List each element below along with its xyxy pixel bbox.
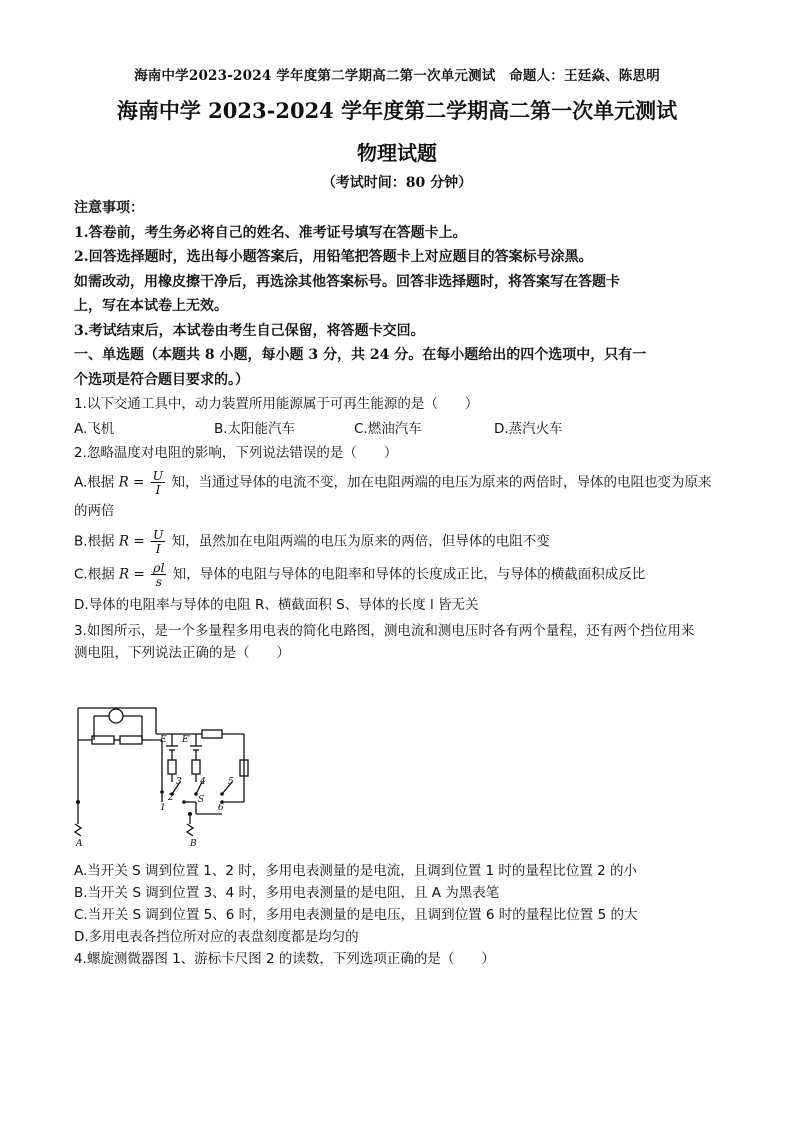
question-3-option-c: C.当开关 S 调到位置 5、6 时，多用电表测量的是电压，且调到位置 6 时的量程比位置 5 的大 xyxy=(74,907,638,923)
question-1-options xyxy=(74,417,730,441)
question-4-stem: 4.螺旋测微器图 1、游标卡尺图 2 的读数，下列选项正确的是（ ） xyxy=(74,951,495,967)
label-3: 3 xyxy=(176,777,182,787)
label-b: B xyxy=(190,839,197,849)
question-3-stem-1: 3.如图所示，是一个多量程多用电表的简化电路图，测电流和测电压时各有两个量程，还有两个挡位用来 xyxy=(74,623,695,639)
label-4: 4 xyxy=(200,777,206,787)
multimeter-circuit-diagram xyxy=(72,702,262,852)
notice-item: 2.回答选择题时，选出每小题答案后，用铅笔把答题卡上对应题目的答案标号涂黑。 xyxy=(74,249,593,265)
question-2-stem: 2.忽略温度对电阻的影响，下列说法错误的是（ ） xyxy=(74,444,398,461)
formula-r: R = xyxy=(118,474,145,491)
section-heading: 一、单选题（本题共 8 小题，每小题 3 分，共 24 分。在每小题给出的四个选项中，只有一 xyxy=(74,347,647,363)
fraction-u-over-i: $\frac{U}{I}$ xyxy=(152,527,164,556)
label-e-prime: E′ xyxy=(182,735,191,745)
label-2: 2 xyxy=(168,793,174,803)
question-3-option-b: B.当开关 S 调到位置 3、4 时，多用电表测量的是电阻，且 A 为黑表笔 xyxy=(74,885,500,901)
question-2-option-b: B.根据 R = $\frac{U}{I}$ 知，虽然加在电阻两端的电压为原来的两倍，但导体的电阻不变 xyxy=(74,527,550,556)
notice-heading: 注意事项： xyxy=(74,200,144,216)
exam-body xyxy=(74,196,730,664)
question-3-option-a: A.当开关 S 调到位置 1、2 时，多用电表测量的是电流，且调到位置 1 时的量程比位置 2 的小 xyxy=(74,863,638,879)
option-c: C.燃油汽车 xyxy=(354,420,422,437)
notice-item: 如需改动，用橡皮擦干净后，再选涂其他答案标号。回答非选择题时，将答案写在答题卡 xyxy=(74,273,620,290)
label-e: E xyxy=(160,735,167,745)
label-5: 5 xyxy=(228,777,234,787)
question-3-stem-2: 测电阻，下列说法正确的是（ ） xyxy=(74,645,290,661)
subject-title: 物理试题 xyxy=(357,141,437,165)
section-heading-cont: 个选项是符合题目要求的。） xyxy=(74,371,249,388)
exam-time: （考试时间：80 分钟） xyxy=(321,175,473,191)
option-d: D.蒸汽火车 xyxy=(494,420,563,437)
fraction-rho-l-over-s: $\frac{\rho l}{s}$ xyxy=(153,560,165,589)
question-2-option-a-cont: 的两倍 xyxy=(74,503,115,519)
formula-r: R = xyxy=(118,533,145,550)
question-2-option-d: D.导体的电阻率与导体的电阻 R、横截面积 S、导体的长度 l 皆无关 xyxy=(74,597,479,613)
option-b: B.太阳能汽车 xyxy=(214,420,296,437)
question-1-stem: 1.以下交通工具中，动力装置所用能源属于可再生能源的是（ ） xyxy=(74,396,479,412)
notice-item: 上，写在本试卷上无效。 xyxy=(74,298,228,314)
notice-item: 3.考试结束后，本试卷由考生自己保留，将答题卡交回。 xyxy=(74,322,425,339)
label-s: S xyxy=(198,795,205,805)
page-header: 海南中学2023-2024 学年度第二学期高二第一次单元测试 命题人：王廷焱、陈思明 xyxy=(134,68,660,84)
question-2-option-c: C.根据 R = $\frac{\rho l}{s}$ 知，导体的电阻与导体的电阻率和导体的长度成正比，与导体的横截面积成反比 xyxy=(74,560,646,589)
question-2-option-a: A.根据 R = $\frac{U}{I}$ 知，当通过导体的电流不变，加在电阻两端的电压为原来的两倍时，导体的电阻也变为原来 xyxy=(74,468,712,497)
notice-item: 1.答卷前，考生务必将自己的姓名、准考证号填写在答题卡上。 xyxy=(74,224,467,241)
question-3-options xyxy=(74,860,734,970)
label-a: A xyxy=(76,839,83,849)
formula-r: R = xyxy=(119,566,145,583)
exam-title: 海南中学 2023-2024 学年度第二学期高二第一次单元测试 xyxy=(116,98,678,123)
option-a: A.飞机 xyxy=(74,420,115,437)
label-1: 1 xyxy=(160,803,166,813)
label-6: 6 xyxy=(218,803,224,813)
question-3-option-d: D.多用电表各挡位所对应的表盘刻度都是均匀的 xyxy=(74,929,359,945)
fraction-u-over-i: $\frac{U}{I}$ xyxy=(152,468,164,497)
